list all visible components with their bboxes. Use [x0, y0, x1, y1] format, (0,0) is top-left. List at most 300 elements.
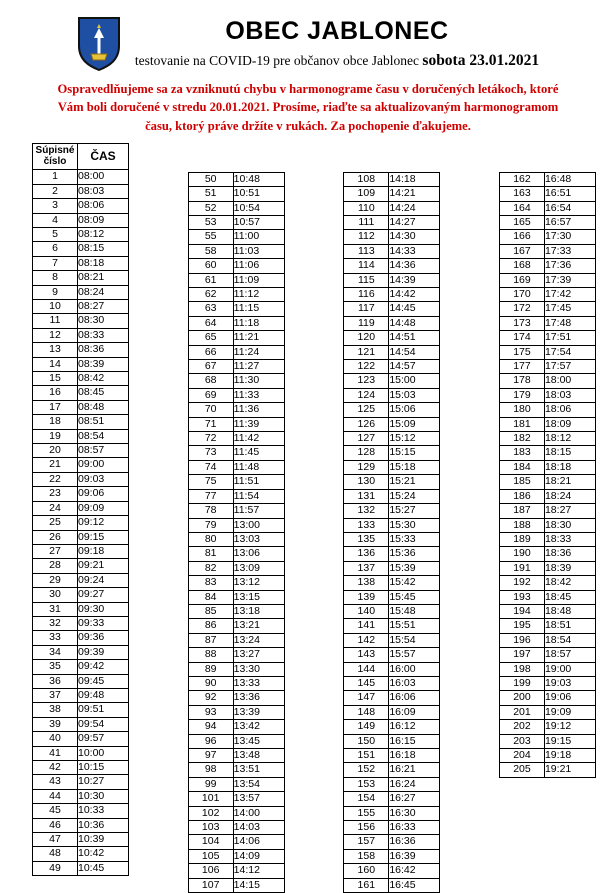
- table-row: [344, 316, 440, 330]
- cell-time: 14:33: [389, 244, 440, 258]
- cell-house-number: 32: [33, 616, 78, 630]
- schedule-body-2: [188, 172, 284, 892]
- cell-house-number: 3: [33, 199, 78, 213]
- cell-house-number: 172: [499, 302, 544, 316]
- table-row: [33, 804, 129, 818]
- cell-time: 13:24: [233, 633, 284, 647]
- cell-house-number: 125: [344, 403, 389, 417]
- table-row: [33, 444, 129, 458]
- table-row: [33, 227, 129, 241]
- cell-house-number: 14: [33, 357, 78, 371]
- cell-house-number: 79: [188, 518, 233, 532]
- cell-time: 10:33: [78, 804, 129, 818]
- table-row: [344, 561, 440, 575]
- cell-time: 18:39: [544, 561, 595, 575]
- cell-time: 14:15: [233, 878, 284, 892]
- cell-house-number: 112: [344, 230, 389, 244]
- cell-time: 16:39: [389, 849, 440, 863]
- cell-time: 15:39: [389, 561, 440, 575]
- table-row: [499, 388, 595, 402]
- cell-house-number: 45: [33, 804, 78, 818]
- cell-time: 17:54: [544, 345, 595, 359]
- table-row: [33, 199, 129, 213]
- cell-time: 16:30: [389, 806, 440, 820]
- cell-time: 08:15: [78, 242, 129, 256]
- cell-time: 16:42: [389, 864, 440, 878]
- table-row: [188, 518, 284, 532]
- cell-house-number: 151: [344, 749, 389, 763]
- schedule-table-2: [188, 172, 285, 893]
- table-row: [344, 475, 440, 489]
- cell-house-number: 117: [344, 302, 389, 316]
- schedule-body-4: [499, 172, 595, 777]
- cell-time: 13:12: [233, 576, 284, 590]
- cell-time: 10:00: [78, 746, 129, 760]
- cell-house-number: 86: [188, 619, 233, 633]
- cell-house-number: 41: [33, 746, 78, 760]
- cell-time: 19:06: [544, 691, 595, 705]
- table-row: [33, 184, 129, 198]
- cell-house-number: 149: [344, 720, 389, 734]
- cell-house-number: 71: [188, 417, 233, 431]
- table-row: [499, 360, 595, 374]
- cell-house-number: 18: [33, 415, 78, 429]
- cell-house-number: 194: [499, 604, 544, 618]
- cell-time: 15:27: [389, 504, 440, 518]
- cell-house-number: 141: [344, 619, 389, 633]
- cell-time: 08:33: [78, 328, 129, 342]
- cell-time: 14:36: [389, 259, 440, 273]
- cell-time: 13:39: [233, 705, 284, 719]
- table-row: [33, 818, 129, 832]
- cell-time: 10:15: [78, 761, 129, 775]
- cell-house-number: 119: [344, 316, 389, 330]
- cell-time: 10:57: [233, 215, 284, 229]
- table-row: [188, 388, 284, 402]
- table-row: [344, 749, 440, 763]
- cell-time: 11:24: [233, 345, 284, 359]
- cell-time: 15:36: [389, 547, 440, 561]
- cell-time: 08:30: [78, 314, 129, 328]
- table-row: [344, 432, 440, 446]
- table-row: [188, 316, 284, 330]
- table-row: [188, 403, 284, 417]
- cell-house-number: 175: [499, 345, 544, 359]
- cell-time: 16:09: [389, 705, 440, 719]
- cell-house-number: 74: [188, 460, 233, 474]
- cell-time: 18:42: [544, 576, 595, 590]
- cell-house-number: 101: [188, 792, 233, 806]
- cell-time: 08:54: [78, 429, 129, 443]
- cell-time: 18:15: [544, 446, 595, 460]
- cell-house-number: 192: [499, 576, 544, 590]
- table-row: [33, 170, 129, 184]
- cell-time: 17:30: [544, 230, 595, 244]
- cell-house-number: 5: [33, 227, 78, 241]
- cell-time: 15:00: [389, 374, 440, 388]
- cell-time: 08:18: [78, 256, 129, 270]
- cell-time: 09:09: [78, 501, 129, 515]
- cell-house-number: 30: [33, 588, 78, 602]
- cell-house-number: 84: [188, 590, 233, 604]
- table-row: [188, 705, 284, 719]
- cell-house-number: 19: [33, 429, 78, 443]
- table-row: [499, 749, 595, 763]
- cell-time: 14:27: [389, 215, 440, 229]
- cell-time: 13:15: [233, 590, 284, 604]
- cell-house-number: 120: [344, 331, 389, 345]
- table-row: [499, 705, 595, 719]
- cell-time: 08:06: [78, 199, 129, 213]
- cell-time: 16:36: [389, 835, 440, 849]
- cell-time: 18:27: [544, 504, 595, 518]
- table-row: [188, 331, 284, 345]
- cell-time: 17:57: [544, 360, 595, 374]
- cell-time: 16:03: [389, 676, 440, 690]
- cell-house-number: 196: [499, 633, 544, 647]
- cell-house-number: 114: [344, 259, 389, 273]
- table-row: [33, 861, 129, 875]
- table-row: [344, 604, 440, 618]
- cell-time: 09:03: [78, 472, 129, 486]
- cell-time: 16:24: [389, 777, 440, 791]
- table-row: [188, 691, 284, 705]
- cell-house-number: 21: [33, 458, 78, 472]
- table-row: [188, 806, 284, 820]
- schedule-column-4: [499, 143, 596, 893]
- cell-house-number: 69: [188, 388, 233, 402]
- table-row: [188, 244, 284, 258]
- cell-time: 08:09: [78, 213, 129, 227]
- cell-time: 11:54: [233, 489, 284, 503]
- cell-time: 09:54: [78, 717, 129, 731]
- cell-time: 08:51: [78, 415, 129, 429]
- cell-time: 13:00: [233, 518, 284, 532]
- cell-house-number: 2: [33, 184, 78, 198]
- table-row: [33, 717, 129, 731]
- table-row: [344, 417, 440, 431]
- table-row: [499, 720, 595, 734]
- table-row: [33, 328, 129, 342]
- table-row: [33, 833, 129, 847]
- cell-house-number: 27: [33, 544, 78, 558]
- table-row: [499, 446, 595, 460]
- cell-time: 09:45: [78, 674, 129, 688]
- cell-time: 18:51: [544, 619, 595, 633]
- cell-time: 18:57: [544, 648, 595, 662]
- cell-time: 11:00: [233, 230, 284, 244]
- cell-house-number: 124: [344, 388, 389, 402]
- cell-house-number: 157: [344, 835, 389, 849]
- table-row: [188, 792, 284, 806]
- table-row: [33, 472, 129, 486]
- cell-time: 10:51: [233, 187, 284, 201]
- table-row: [188, 821, 284, 835]
- cell-time: 11:51: [233, 475, 284, 489]
- cell-time: 14:57: [389, 360, 440, 374]
- cell-time: 16:12: [389, 720, 440, 734]
- cell-time: 09:33: [78, 616, 129, 630]
- table-row: [344, 201, 440, 215]
- table-row: [188, 590, 284, 604]
- schedule-column-1: [32, 143, 129, 893]
- table-row: [499, 288, 595, 302]
- cell-time: 18:33: [544, 532, 595, 546]
- cell-house-number: 185: [499, 475, 544, 489]
- cell-house-number: 108: [344, 172, 389, 186]
- cell-house-number: 140: [344, 604, 389, 618]
- cell-house-number: 136: [344, 547, 389, 561]
- table-row: [344, 288, 440, 302]
- cell-house-number: 152: [344, 763, 389, 777]
- table-row: [344, 734, 440, 748]
- cell-house-number: 22: [33, 472, 78, 486]
- table-row: [33, 242, 129, 256]
- cell-time: 13:03: [233, 532, 284, 546]
- cell-house-number: 67: [188, 360, 233, 374]
- cell-house-number: 87: [188, 633, 233, 647]
- cell-house-number: 173: [499, 316, 544, 330]
- cell-time: 18:45: [544, 590, 595, 604]
- cell-house-number: 162: [499, 172, 544, 186]
- cell-house-number: 187: [499, 504, 544, 518]
- cell-time: 14:48: [389, 316, 440, 330]
- table-row: [344, 215, 440, 229]
- cell-time: 11:45: [233, 446, 284, 460]
- table-row: [33, 645, 129, 659]
- cell-house-number: 9: [33, 285, 78, 299]
- cell-house-number: 137: [344, 561, 389, 575]
- table-row: [344, 633, 440, 647]
- cell-house-number: 99: [188, 777, 233, 791]
- cell-time: 11:06: [233, 259, 284, 273]
- document-header: [14, 16, 602, 72]
- cell-house-number: 184: [499, 460, 544, 474]
- cell-time: 08:45: [78, 386, 129, 400]
- cell-time: 15:54: [389, 633, 440, 647]
- cell-house-number: 115: [344, 273, 389, 287]
- cell-house-number: 11: [33, 314, 78, 328]
- table-row: [188, 734, 284, 748]
- cell-time: 14:21: [389, 187, 440, 201]
- cell-house-number: 190: [499, 547, 544, 561]
- table-row: [33, 660, 129, 674]
- table-row: [33, 487, 129, 501]
- table-row: [499, 561, 595, 575]
- cell-house-number: 116: [344, 288, 389, 302]
- cell-house-number: 147: [344, 691, 389, 705]
- cell-time: 11:27: [233, 360, 284, 374]
- cell-time: 11:42: [233, 432, 284, 446]
- cell-time: 14:54: [389, 345, 440, 359]
- cell-house-number: 106: [188, 864, 233, 878]
- cell-house-number: 110: [344, 201, 389, 215]
- table-row: [188, 302, 284, 316]
- schedule-table-1: [32, 143, 129, 877]
- cell-time: 16:57: [544, 215, 595, 229]
- table-row: [188, 504, 284, 518]
- cell-time: 16:33: [389, 821, 440, 835]
- table-row: [188, 648, 284, 662]
- table-row: [33, 746, 129, 760]
- table-row: [344, 259, 440, 273]
- cell-house-number: 179: [499, 388, 544, 402]
- cell-house-number: 61: [188, 273, 233, 287]
- schedule-column-2: [188, 143, 285, 893]
- table-row: [344, 532, 440, 546]
- cell-time: 10:54: [233, 201, 284, 215]
- table-row: [344, 388, 440, 402]
- cell-house-number: 81: [188, 547, 233, 561]
- cell-house-number: 107: [188, 878, 233, 892]
- cell-house-number: 165: [499, 215, 544, 229]
- cell-time: 15:48: [389, 604, 440, 618]
- cell-house-number: 94: [188, 720, 233, 734]
- table-row: [33, 703, 129, 717]
- cell-house-number: 148: [344, 705, 389, 719]
- cell-time: 14:00: [233, 806, 284, 820]
- cell-time: 18:30: [544, 518, 595, 532]
- cell-time: 14:45: [389, 302, 440, 316]
- cell-time: 18:03: [544, 388, 595, 402]
- table-row: [499, 504, 595, 518]
- cell-house-number: 55: [188, 230, 233, 244]
- table-row: [344, 705, 440, 719]
- cell-time: 17:51: [544, 331, 595, 345]
- table-row: [188, 230, 284, 244]
- table-row: [188, 561, 284, 575]
- table-row: [499, 518, 595, 532]
- table-row: [33, 415, 129, 429]
- table-row: [188, 576, 284, 590]
- cell-time: 11:18: [233, 316, 284, 330]
- cell-time: 18:24: [544, 489, 595, 503]
- table-row: [499, 172, 595, 186]
- cell-time: 16:27: [389, 792, 440, 806]
- cell-time: 09:27: [78, 588, 129, 602]
- cell-time: 14:51: [389, 331, 440, 345]
- cell-house-number: 202: [499, 720, 544, 734]
- table-row: [344, 777, 440, 791]
- cell-time: 16:00: [389, 662, 440, 676]
- table-row: [344, 360, 440, 374]
- table-row: [499, 201, 595, 215]
- table-row: [499, 763, 595, 777]
- cell-house-number: 63: [188, 302, 233, 316]
- cell-house-number: 145: [344, 676, 389, 690]
- cell-house-number: 200: [499, 691, 544, 705]
- cell-house-number: 64: [188, 316, 233, 330]
- cell-time: 17:33: [544, 244, 595, 258]
- table-row: [499, 460, 595, 474]
- cell-house-number: 39: [33, 717, 78, 731]
- table-row: [188, 878, 284, 892]
- cell-house-number: 167: [499, 244, 544, 258]
- notice-line-2: Vám boli doručené v stredu 20.01.2021. Prosíme, riaďte sa aktualizovaným harmonogramom: [57, 100, 559, 115]
- cell-time: 14:18: [389, 172, 440, 186]
- cell-time: 19:18: [544, 749, 595, 763]
- cell-house-number: 128: [344, 446, 389, 460]
- table-row: [188, 374, 284, 388]
- table-row: [344, 648, 440, 662]
- cell-house-number: 182: [499, 432, 544, 446]
- cell-time: 15:03: [389, 388, 440, 402]
- table-row: [344, 230, 440, 244]
- cell-time: 14:06: [233, 835, 284, 849]
- page-title: OBEC JABLONEC: [225, 17, 449, 46]
- cell-time: 11:36: [233, 403, 284, 417]
- cell-house-number: 48: [33, 847, 78, 861]
- cell-house-number: 1: [33, 170, 78, 184]
- cell-house-number: 58: [188, 244, 233, 258]
- cell-house-number: 82: [188, 561, 233, 575]
- subtitle-date: sobota 23.01.2021: [422, 51, 540, 69]
- cell-house-number: 135: [344, 532, 389, 546]
- cell-time: 19:09: [544, 705, 595, 719]
- schedule-table-4: [499, 172, 596, 778]
- cell-time: 18:21: [544, 475, 595, 489]
- table-row: [33, 501, 129, 515]
- table-row: [344, 374, 440, 388]
- cell-house-number: 131: [344, 489, 389, 503]
- cell-house-number: 96: [188, 734, 233, 748]
- table-row: [33, 458, 129, 472]
- cell-house-number: 26: [33, 530, 78, 544]
- table-row: [344, 446, 440, 460]
- table-row: [33, 688, 129, 702]
- table-row: [33, 602, 129, 616]
- cell-time: 15:06: [389, 403, 440, 417]
- cell-house-number: 186: [499, 489, 544, 503]
- cell-house-number: 150: [344, 734, 389, 748]
- cell-house-number: 169: [499, 273, 544, 287]
- table-row: [33, 530, 129, 544]
- cell-time: 15:12: [389, 432, 440, 446]
- cell-time: 15:15: [389, 446, 440, 460]
- table-row: [344, 489, 440, 503]
- cell-house-number: 191: [499, 561, 544, 575]
- table-row: [33, 544, 129, 558]
- notice-line-3: času, ktorý práve držíte v rukách. Za pochopenie ďakujeme.: [145, 118, 471, 133]
- cell-time: 15:57: [389, 648, 440, 662]
- cell-time: 14:03: [233, 821, 284, 835]
- cell-time: 11:12: [233, 288, 284, 302]
- cell-house-number: 203: [499, 734, 544, 748]
- table-row: [33, 314, 129, 328]
- cell-time: 19:15: [544, 734, 595, 748]
- cell-time: 15:24: [389, 489, 440, 503]
- table-row: [33, 761, 129, 775]
- cell-house-number: 126: [344, 417, 389, 431]
- table-row: [344, 547, 440, 561]
- table-row: [499, 316, 595, 330]
- cell-house-number: 129: [344, 460, 389, 474]
- cell-time: 13:54: [233, 777, 284, 791]
- cell-time: 13:51: [233, 763, 284, 777]
- table-row: [33, 357, 129, 371]
- cell-house-number: 36: [33, 674, 78, 688]
- cell-time: 14:09: [233, 849, 284, 863]
- cell-time: 15:18: [389, 460, 440, 474]
- table-row: [33, 400, 129, 414]
- cell-time: 17:45: [544, 302, 595, 316]
- cell-house-number: 42: [33, 761, 78, 775]
- cell-house-number: 20: [33, 444, 78, 458]
- cell-time: 09:18: [78, 544, 129, 558]
- table-row: [344, 849, 440, 863]
- cell-house-number: 33: [33, 631, 78, 645]
- column-3-head-spacer: [343, 143, 440, 172]
